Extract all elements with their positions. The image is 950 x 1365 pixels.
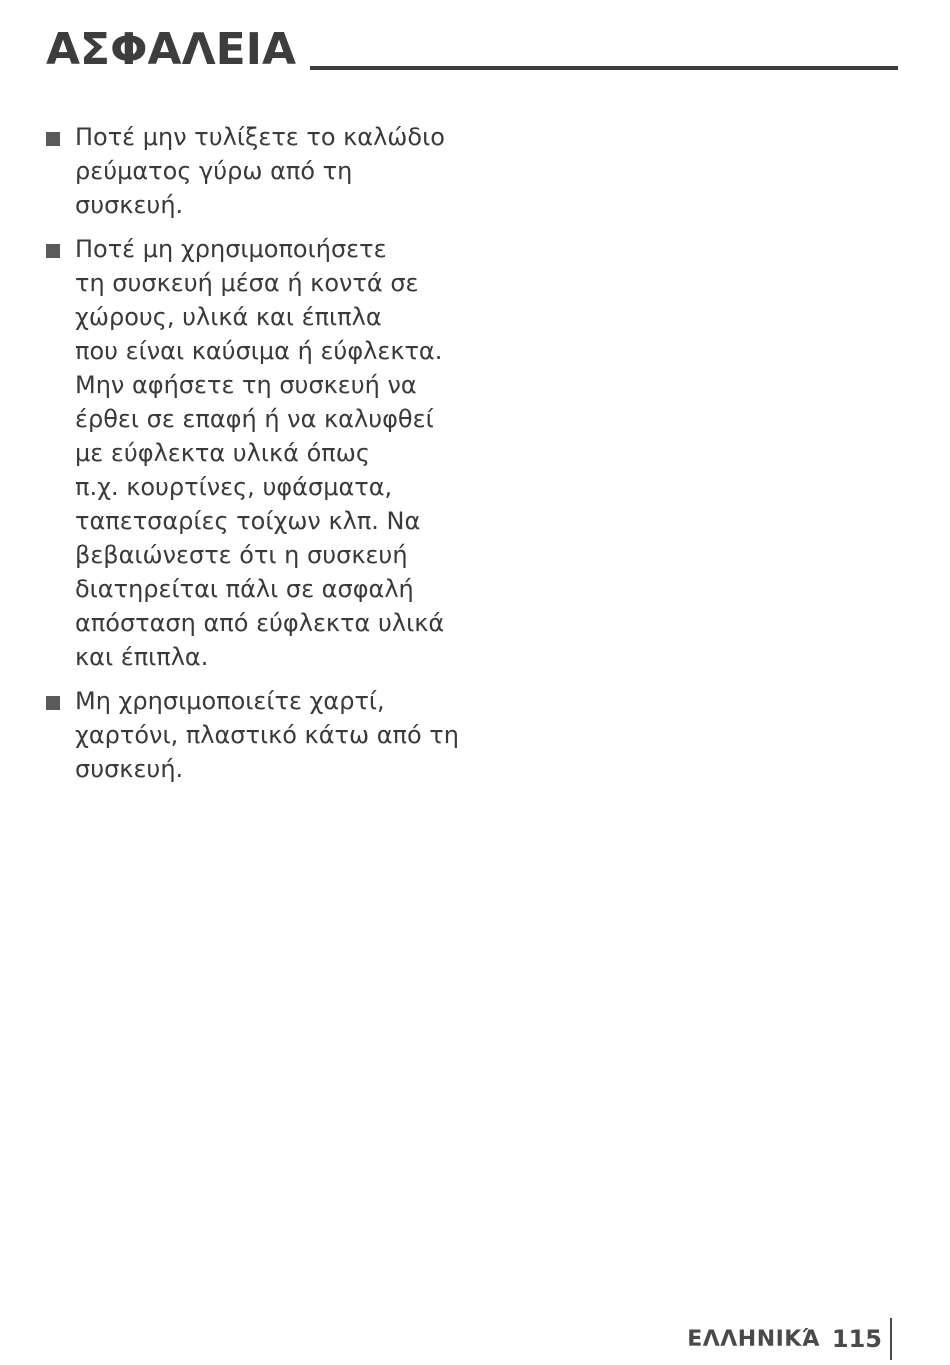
square-bullet-icon <box>46 132 60 146</box>
list-item-text: Μη χρησιμοποιείτε χαρτί, χαρτόνι, πλαστικό κάτω από τη συσκευή. <box>75 687 459 783</box>
page-title: ΑΣΦΑΛΕΙΑ <box>46 24 297 75</box>
footer-language: ΕΛΛΗΝΙΚΆ <box>687 1326 820 1352</box>
square-bullet-icon <box>46 244 60 258</box>
list-item <box>46 232 466 674</box>
list-item <box>46 120 466 222</box>
page-footer <box>687 1318 892 1360</box>
page-number: 115 <box>832 1318 892 1360</box>
list-item-text: Ποτέ μη χρησιμοποιήσετε τη συσκευή μέσα ή κοντά σε χώρους, υλικά και έπιπλα που είναι καύσιμα ή εύφλεκτα. Μην αφήσετε τη συσκευή να έρθει σε επαφή ή να καλυφθεί με εύφλεκτα υλικά όπως π.χ. κουρτίνες, υφάσματα, ταπετσαρίες τοίχων κλπ. Να βεβαιώνεστε ότι η συσκευή διατηρείται πάλι σε ασφαλή απόσταση από εύφλεκτα υλικά και έπιπλα. <box>75 235 445 671</box>
square-bullet-icon <box>46 696 60 710</box>
list-item <box>46 684 466 786</box>
header-rule <box>310 66 898 70</box>
page-header <box>46 24 898 74</box>
safety-list <box>46 120 466 796</box>
list-item-text: Ποτέ μην τυλίξετε το καλώδιο ρεύματος γύρω από τη συσκευή. <box>75 123 445 219</box>
